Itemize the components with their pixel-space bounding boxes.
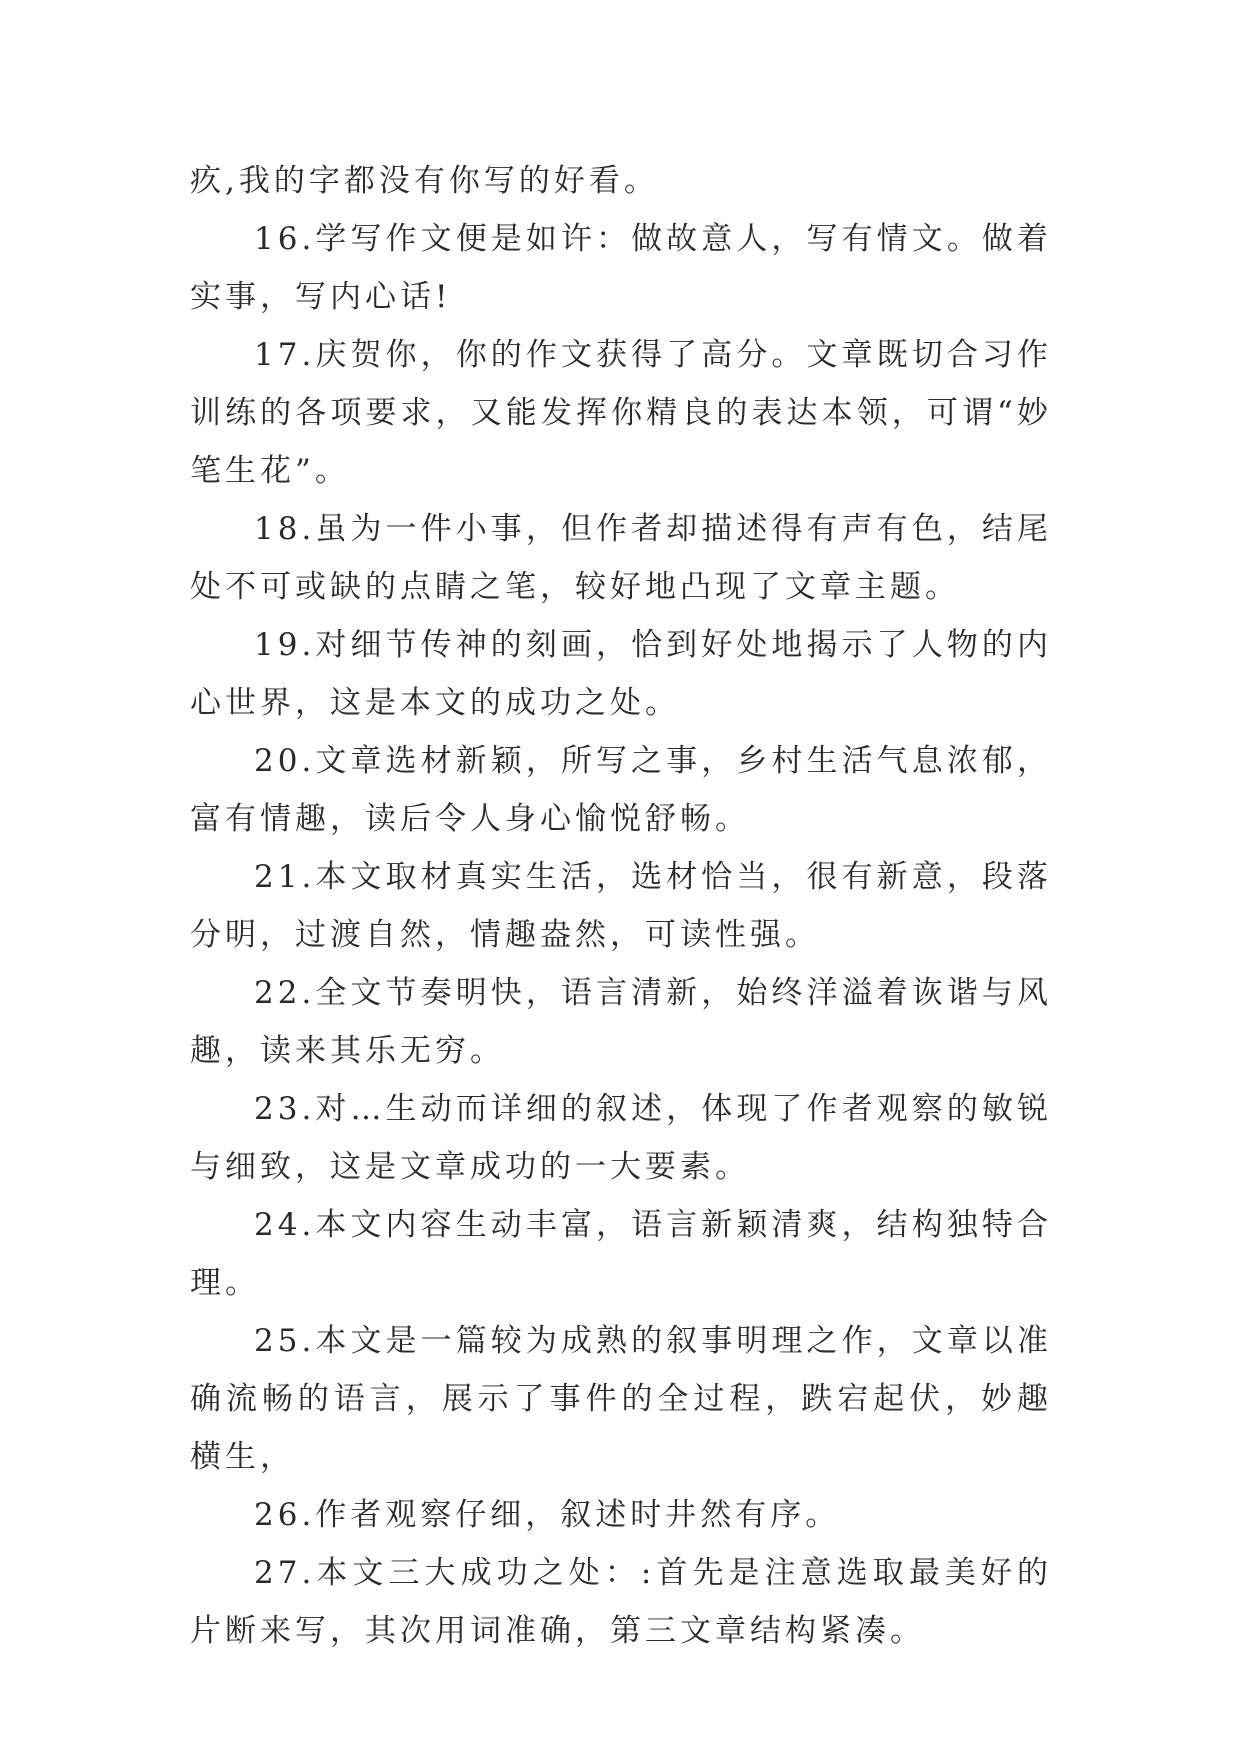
paragraph-21: 21.本文取材真实生活，选材恰当，很有新意，段落分明，过渡自然，情趣盎然，可读性强。 [190, 859, 1052, 953]
paragraph-19: 19.对细节传神的刻画，恰到好处地揭示了人物的内心世界，这是本文的成功之处。 [190, 627, 1052, 721]
paragraph-26: 26.作者观察仔细，叙述时井然有序。 [254, 1497, 841, 1533]
document-body [190, 152, 1052, 1660]
paragraph-27: 27.本文三大成功之处：:首先是注意选取最美好的片断来写，其次用词准确，第三文章结构紧凑。 [190, 1555, 1052, 1649]
paragraph-24: 24.本文内容生动丰富，语言新颖清爽，结构独特合理。 [190, 1207, 1052, 1301]
paragraph-17: 17.庆贺你，你的作文获得了高分。文章既切合习作训练的各项要求，又能发挥你精良的表达本领，可谓“妙笔生花”。 [190, 337, 1052, 489]
paragraph-25: 25.本文是一篇较为成熟的叙事明理之作，文章以准确流畅的语言，展示了事件的全过程，跌宕起伏，妙趣横生， [190, 1323, 1052, 1475]
paragraph-23: 23.对…生动而详细的叙述，体现了作者观察的敏锐与细致，这是文章成功的一大要素。 [190, 1091, 1052, 1185]
paragraph-22: 22.全文节奏明快，语言清新，始终洋溢着诙谐与风趣，读来其乐无穷。 [190, 975, 1052, 1069]
paragraph-continuation: 疚,我的字都没有你写的好看。 [190, 163, 659, 199]
paragraph-16: 16.学写作文便是如许：做故意人，写有情文。做着实事，写内心话! [190, 221, 1052, 315]
paragraph-20: 20.文章选材新颖，所写之事，乡村生活气息浓郁，富有情趣，读后令人身心愉悦舒畅。 [190, 743, 1052, 837]
paragraph-18: 18.虽为一件小事，但作者却描述得有声有色，结尾处不可或缺的点睛之笔，较好地凸现了文章主题。 [190, 511, 1052, 605]
